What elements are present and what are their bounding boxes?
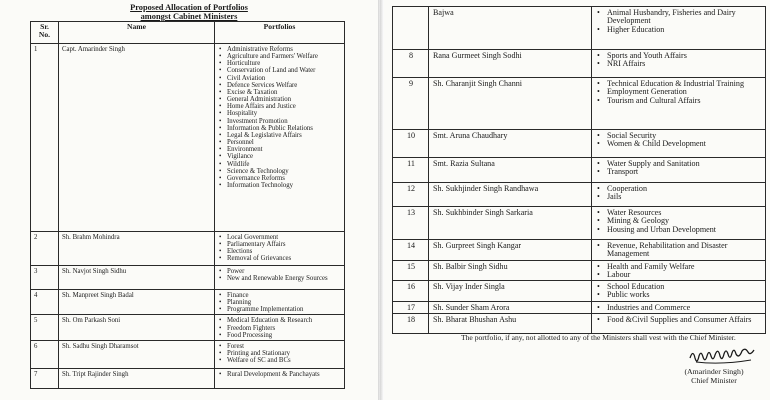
header-sr-no: [31, 22, 59, 44]
portfolio-item: • Welfare of SC and BCs: [218, 357, 342, 364]
portfolio-list: [596, 209, 762, 234]
header-sr-line1: Sr.: [40, 22, 49, 31]
portfolio-item: • Power: [218, 268, 342, 275]
portfolio-table-left: [30, 21, 345, 389]
cell-sr-no: 7: [31, 368, 59, 388]
portfolio-list: [596, 263, 762, 280]
portfolio-item: • Printing and Stationary: [218, 350, 342, 357]
table-row: [393, 183, 766, 207]
portfolio-list: [218, 268, 342, 282]
portfolio-item: • Hospitality: [218, 110, 342, 117]
cell-minister-name: Sh. Sukhjinder Singh Randhawa: [429, 183, 592, 207]
table-row: [393, 130, 766, 158]
table-row: [31, 290, 345, 315]
cell-portfolios: [592, 158, 766, 183]
table-row: [393, 301, 766, 313]
table-body-left: [31, 44, 345, 389]
document-subtitle: amongst Cabinet Ministers: [140, 12, 238, 21]
table-row: [393, 78, 766, 130]
portfolio-list: [596, 80, 762, 105]
cell-portfolios: [592, 301, 766, 313]
portfolio-item: • Excise & Taxation: [218, 89, 342, 96]
portfolio-item: • Local Government: [218, 234, 342, 241]
portfolio-item: • Information & Public Relations: [218, 125, 342, 132]
cell-minister-name: Smt. Razia Sultana: [429, 158, 592, 183]
portfolio-item: • Health and Family Welfare: [596, 263, 762, 271]
portfolio-list: [596, 160, 762, 177]
portfolio-item: • Defence Services Welfare: [218, 82, 342, 89]
portfolio-item: • Social Security: [596, 132, 762, 140]
cell-sr-no: 11: [393, 158, 429, 183]
portfolio-item: • School Education: [596, 283, 762, 291]
cell-minister-name: Bajwa: [429, 7, 592, 50]
portfolio-list: [596, 52, 762, 69]
portfolio-item: • Programme Implementation: [218, 306, 342, 313]
portfolio-item: • Governance Reforms: [218, 175, 342, 182]
table-row: [31, 266, 345, 290]
table-row: [393, 281, 766, 302]
portfolio-item: • Agriculture and Farmers' Welfare: [218, 53, 342, 60]
cell-portfolios: [592, 130, 766, 158]
portfolio-item: • Rural Development & Panchayats: [218, 371, 342, 378]
portfolio-item: • Food Processing: [218, 332, 342, 339]
portfolio-item: • Food &Civil Supplies and Consumer Affairs: [596, 316, 762, 324]
document-title: Proposed Allocation of Portfolios: [130, 3, 248, 12]
portfolio-list: [596, 283, 762, 300]
portfolio-item: • Civil Aviation: [218, 75, 342, 82]
cell-portfolios: [592, 240, 766, 261]
portfolio-item: • Home Affairs and Justice: [218, 103, 342, 110]
cell-minister-name: Sh. Sadhu Singh Dharamsot: [59, 340, 215, 368]
table-header-row: [31, 22, 345, 44]
portfolio-item: • Information Technology: [218, 182, 342, 189]
cell-portfolios: [215, 266, 345, 290]
portfolio-list: [218, 234, 342, 263]
portfolio-list: [218, 371, 342, 378]
portfolio-item: • General Administration: [218, 96, 342, 103]
cell-portfolios: [592, 78, 766, 130]
portfolio-list: [596, 242, 762, 259]
portfolio-item: • Tourism and Cultural Affairs: [596, 97, 762, 105]
cell-sr-no: 13: [393, 207, 429, 240]
portfolio-list: [596, 132, 762, 149]
cell-minister-name: Capt. Amarinder Singh: [59, 44, 215, 232]
cell-minister-name: Sh. Sukhbinder Singh Sarkaria: [429, 207, 592, 240]
cell-minister-name: Sh. Navjot Singh Sidhu: [59, 266, 215, 290]
cell-portfolios: [592, 7, 766, 50]
portfolio-item: • Investment Promotion: [218, 118, 342, 125]
footer-note: The portfolio, if any, not allotted to any of the Ministers shall vest with the Chief Minister.: [461, 333, 736, 342]
portfolio-item: • Environment: [218, 146, 342, 153]
portfolio-item: • Legal & Legislative Affairs: [218, 132, 342, 139]
signatory-name: (Amarinder Singh): [684, 367, 744, 376]
cell-sr-no: 1: [31, 44, 59, 232]
table-row: [31, 44, 345, 232]
portfolio-item: • Medical Education & Research: [218, 317, 342, 324]
portfolio-item: • Vigilance: [218, 153, 342, 160]
portfolio-item: • Removal of Grievances: [218, 255, 342, 262]
cell-sr-no: 3: [31, 266, 59, 290]
portfolio-list: [218, 343, 342, 364]
cell-minister-name: Sh. Charanjit Singh Channi: [429, 78, 592, 130]
cell-sr-no: 2: [31, 232, 59, 266]
cell-portfolios: [215, 232, 345, 266]
cell-minister-name: Sh. Balbir Singh Sidhu: [429, 260, 592, 281]
portfolio-item: • Technical Education & Industrial Training: [596, 80, 762, 88]
cell-sr-no: 17: [393, 301, 429, 313]
cell-minister-name: Sh. Vijay Inder Singla: [429, 281, 592, 302]
portfolio-item: • Revenue, Rehabilitation and Disaster Management: [596, 242, 762, 259]
cell-minister-name: Sh. Gurpreet Singh Kangar: [429, 240, 592, 261]
cell-minister-name: Sh. Brahm Mohindra: [59, 232, 215, 266]
table-row: [31, 315, 345, 340]
table-row: [393, 207, 766, 240]
portfolio-item: • Parliamentary Affairs: [218, 241, 342, 248]
portfolio-item: • Planning: [218, 299, 342, 306]
cell-portfolios: [592, 183, 766, 207]
cell-portfolios: [215, 340, 345, 368]
cell-sr-no: 16: [393, 281, 429, 302]
cell-sr-no: 9: [393, 78, 429, 130]
portfolio-item: • Administrative Reforms: [218, 46, 342, 53]
cell-sr-no: 8: [393, 50, 429, 78]
portfolio-item: • Sports and Youth Affairs: [596, 52, 762, 60]
portfolio-item: • Elections: [218, 248, 342, 255]
portfolio-list: [218, 292, 342, 313]
cell-portfolios: [215, 44, 345, 232]
portfolio-list: [596, 9, 762, 34]
cell-portfolios: [592, 260, 766, 281]
portfolio-item: • Employment Generation: [596, 88, 762, 96]
portfolio-item: • Horticulture: [218, 60, 342, 67]
header-portfolios: Portfolios: [215, 22, 345, 44]
cell-sr-no: 6: [31, 340, 59, 368]
portfolio-list: [596, 304, 762, 312]
portfolio-item: • Water Resources: [596, 209, 762, 217]
portfolio-item: • Cooperation: [596, 185, 762, 193]
table-body-right: [393, 7, 766, 334]
portfolio-item: • Wildlife: [218, 161, 342, 168]
portfolio-item: • Housing and Urban Development: [596, 226, 762, 234]
portfolio-item: • Personnel: [218, 139, 342, 146]
document-page-left: [0, 0, 378, 400]
portfolio-item: • Conservation of Land and Water: [218, 67, 342, 74]
portfolio-item: • Water Supply and Sanitation: [596, 160, 762, 168]
portfolio-item: • Science & Technology: [218, 168, 342, 175]
cell-sr-no: [393, 7, 429, 50]
cell-sr-no: 18: [393, 313, 429, 333]
cell-sr-no: 5: [31, 315, 59, 340]
portfolio-item: • NRI Affairs: [596, 60, 762, 68]
portfolio-item: • Forest: [218, 343, 342, 350]
cell-portfolios: [215, 368, 345, 388]
table-row: [393, 50, 766, 78]
cell-portfolios: [592, 50, 766, 78]
table-row: [393, 158, 766, 183]
portfolio-item: • Women & Child Development: [596, 140, 762, 148]
table-row: [393, 7, 766, 50]
cell-minister-name: Sh. Manpreet Singh Badal: [59, 290, 215, 315]
cell-portfolios: [592, 207, 766, 240]
portfolio-list: [218, 46, 342, 189]
table-row: [31, 340, 345, 368]
signature-image: [686, 344, 766, 368]
cell-sr-no: 10: [393, 130, 429, 158]
cell-minister-name: Sh. Tript Rajinder Singh: [59, 368, 215, 388]
portfolio-item: • Higher Education: [596, 26, 762, 34]
portfolio-item: • Labour: [596, 271, 762, 279]
cell-sr-no: 15: [393, 260, 429, 281]
cell-minister-name: Smt. Aruna Chaudhary: [429, 130, 592, 158]
portfolio-item: • Finance: [218, 292, 342, 299]
portfolio-list: [596, 185, 762, 202]
portfolio-item: • Animal Husbandry, Fisheries and Dairy Development: [596, 9, 762, 26]
table-row: [393, 240, 766, 261]
cell-minister-name: Sh. Bharat Bhushan Ashu: [429, 313, 592, 333]
header-name: Name: [59, 22, 215, 44]
cell-minister-name: Rana Gurmeet Singh Sodhi: [429, 50, 592, 78]
portfolio-list: [596, 316, 762, 324]
table-row: [31, 368, 345, 388]
cell-minister-name: Sh. Sunder Sham Arora: [429, 301, 592, 313]
portfolio-item: • Freedom Fighters: [218, 325, 342, 332]
cell-sr-no: 4: [31, 290, 59, 315]
cell-portfolios: [215, 315, 345, 340]
table-row: [393, 260, 766, 281]
portfolio-table-right: [392, 6, 766, 334]
cell-sr-no: 12: [393, 183, 429, 207]
cell-minister-name: Sh. Om Parkash Soni: [59, 315, 215, 340]
header-sr-line2: No.: [38, 30, 51, 39]
portfolio-list: [218, 317, 342, 338]
portfolio-item: • Transport: [596, 168, 762, 176]
signatory-title: Chief Minister: [691, 376, 737, 385]
cell-portfolios: [592, 281, 766, 302]
cell-portfolios: [215, 290, 345, 315]
portfolio-item: • Public works: [596, 291, 762, 299]
portfolio-item: • Jails: [596, 193, 762, 201]
portfolio-item: • Mining & Geology: [596, 217, 762, 225]
table-row: [31, 232, 345, 266]
portfolio-item: • Industries and Commerce: [596, 304, 762, 312]
cell-sr-no: 14: [393, 240, 429, 261]
portfolio-item: • New and Renewable Energy Sources: [218, 275, 342, 282]
